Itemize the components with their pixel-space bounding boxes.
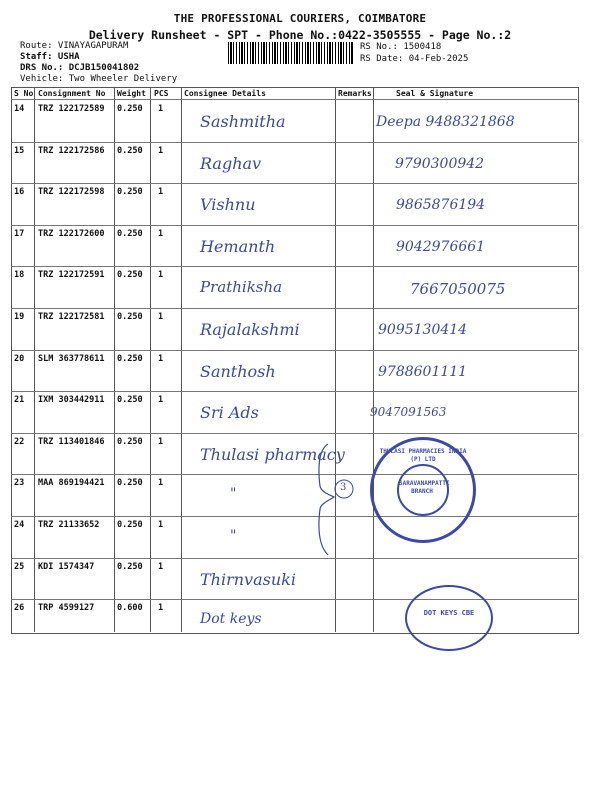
col-header-weight: Weight (117, 89, 146, 98)
row-consignment: KDI 1574347 (38, 561, 95, 572)
row-sno: 16 (14, 187, 25, 198)
row-divider (11, 599, 577, 600)
col-header-pcs: PCS (154, 89, 169, 98)
row-sno: 21 (14, 395, 25, 406)
row-divider (11, 266, 577, 267)
row-sno: 20 (14, 353, 25, 364)
row-consignment: TRZ 122172589 (38, 104, 105, 114)
row-weight: 0.250 (117, 436, 143, 447)
col-divider (373, 87, 374, 632)
row-pcs: 1 (158, 228, 164, 239)
drs-label: DRS No.: DCJB150041802 (20, 63, 140, 73)
row-weight: 0.250 (117, 104, 143, 114)
row-signature-handwritten: 9790300942 (395, 155, 485, 172)
pharmacy-seal (370, 437, 476, 543)
header-divider (11, 99, 577, 100)
row-consignee-handwritten: Thirnvasuki (200, 569, 296, 589)
row-signature-handwritten: Deepa 9488321868 (376, 114, 515, 130)
row-consignment: TRZ 122172598 (38, 187, 105, 198)
row-pcs: 1 (158, 187, 164, 198)
row-pcs: 1 (158, 436, 164, 447)
row-sno: 23 (14, 478, 25, 489)
row-weight: 0.250 (117, 353, 143, 364)
row-sno: 24 (14, 520, 25, 530)
row-signature-handwritten: 9095130414 (378, 322, 468, 338)
bracket-annotation (300, 440, 360, 560)
row-pcs: 1 (158, 312, 164, 322)
runsheet-title: Delivery Runsheet - SPT - Phone No.:0422-3505555 - Page No.:2 (88, 28, 512, 42)
row-sno: 25 (14, 561, 25, 572)
row-weight: 0.250 (117, 270, 143, 281)
row-divider (11, 350, 577, 351)
row-sno: 17 (14, 228, 25, 239)
row-weight: 0.250 (117, 145, 143, 156)
row-divider (11, 391, 577, 392)
row-divider (11, 225, 577, 226)
row-consignee-handwritten: " (230, 486, 237, 503)
row-divider (11, 308, 577, 309)
col-divider (114, 87, 115, 632)
col-divider (34, 87, 35, 632)
row-pcs: 1 (158, 104, 164, 114)
row-weight: 0.600 (117, 603, 143, 614)
row-divider (11, 142, 577, 143)
row-signature-handwritten: 9788601111 (378, 363, 468, 380)
dotkeys-seal-text: DOT KEYS CBE (423, 609, 475, 617)
row-consignee-handwritten: Dot keys (200, 611, 262, 628)
row-divider (11, 558, 577, 559)
row-consignee-handwritten: Vishnu (200, 195, 256, 215)
row-sno: 22 (14, 436, 25, 447)
row-weight: 0.250 (117, 478, 143, 489)
row-consignment: TRZ 21133652 (38, 520, 100, 530)
bracket-count: 3 (340, 482, 347, 493)
row-consignment: TRZ 122172586 (38, 145, 105, 156)
row-consignee-handwritten: Hemanth (200, 236, 276, 256)
row-consignment: TRZ 122172591 (38, 270, 105, 281)
row-consignment: IXM 303442911 (38, 395, 105, 406)
row-consignee-handwritten: Santhosh (200, 361, 276, 381)
row-consignment: SLM 363778611 (38, 353, 105, 364)
row-weight: 0.250 (117, 228, 143, 239)
row-signature-handwritten: 9865876194 (396, 197, 486, 214)
rs-date: RS Date: 04-Feb-2025 (360, 54, 469, 64)
row-sno: 26 (14, 603, 25, 614)
row-pcs: 1 (158, 145, 164, 156)
row-weight: 0.250 (117, 561, 143, 572)
col-header-consignee: Consignee Details (184, 89, 266, 98)
row-sno: 14 (14, 104, 25, 114)
seal-outer-text: THULASI PHARMACIES INDIA (P) LTD (379, 448, 467, 463)
row-signature-handwritten: 7667050075 (410, 280, 506, 299)
row-pcs: 1 (158, 478, 164, 489)
row-pcs: 1 (158, 395, 164, 406)
row-consignment: TRZ 113401846 (38, 436, 105, 447)
row-pcs: 1 (158, 603, 164, 614)
row-consignee-handwritten: Sri Ads (200, 403, 259, 423)
row-pcs: 1 (158, 520, 164, 530)
row-divider (11, 433, 577, 434)
col-header-sno: S No (14, 89, 34, 98)
row-sno: 19 (14, 312, 25, 322)
row-consignee-handwritten: Thulasi pharmacy (200, 444, 345, 464)
row-divider (11, 474, 577, 475)
row-sno: 15 (14, 145, 25, 156)
row-weight: 0.250 (117, 520, 143, 530)
col-divider (150, 87, 151, 632)
vehicle-label: Vehicle: Two Wheeler Delivery (20, 74, 178, 84)
col-header-remarks: Remarks (338, 89, 372, 98)
row-consignee-handwritten: " (230, 528, 237, 544)
row-weight: 0.250 (117, 187, 143, 198)
row-divider (11, 183, 577, 184)
row-weight: 0.250 (117, 312, 143, 322)
row-consignee-handwritten: Prathiksha (200, 278, 283, 297)
row-pcs: 1 (158, 353, 164, 364)
route-label: Route: VINAYAGAPURAM (20, 41, 129, 51)
row-consignment: MAA 869194421 (38, 478, 105, 489)
row-consignee-handwritten: Raghav (200, 153, 262, 173)
col-header-consignment: Consignment No (38, 89, 106, 98)
row-pcs: 1 (158, 270, 164, 281)
row-weight: 0.250 (117, 395, 143, 406)
staff-label: Staff: USHA (20, 52, 80, 62)
row-consignee-handwritten: Sashmitha (200, 112, 286, 131)
seal-inner-text: SARAVANAMPATTI BRANCH (399, 480, 450, 495)
row-consignment: TRZ 122172600 (38, 228, 105, 239)
rs-number: RS No.: 1500418 (360, 42, 442, 52)
row-signature-handwritten: 9047091563 (370, 405, 447, 420)
row-signature-handwritten: 9042976661 (396, 238, 486, 255)
row-consignment: TRZ 122172581 (38, 312, 105, 322)
barcode (228, 42, 354, 64)
row-consignment: TRP 4599127 (38, 603, 95, 614)
dotkeys-seal (405, 585, 493, 651)
row-divider (11, 516, 577, 517)
row-pcs: 1 (158, 561, 164, 572)
col-header-seal: Seal & Signature (396, 89, 474, 98)
row-consignee-handwritten: Rajalakshmi (200, 320, 300, 339)
row-sno: 18 (14, 270, 25, 281)
company-title: THE PROFESSIONAL COURIERS, COIMBATORE (173, 12, 427, 25)
col-divider (181, 87, 182, 632)
